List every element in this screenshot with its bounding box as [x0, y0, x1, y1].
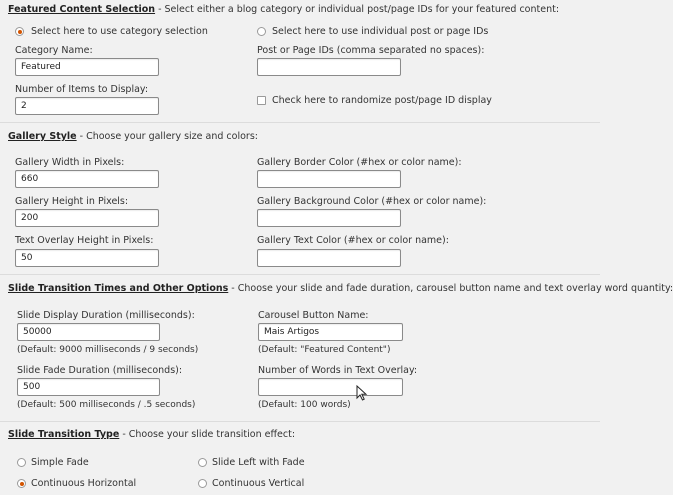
gallery-width-input[interactable]: 660 [15, 170, 159, 188]
category-name-label: Category Name: [15, 45, 93, 56]
carousel-button-name-input[interactable]: Mais Artigos [258, 323, 403, 341]
radio-slide-left-fade[interactable] [198, 458, 207, 467]
gallery-border-color-label: Gallery Border Color (#hex or color name): [257, 157, 462, 168]
gallery-section-heading [8, 131, 258, 142]
gallery-height-label: Gallery Height in Pixels: [15, 196, 129, 207]
gallery-section-title: Gallery Style [8, 131, 77, 142]
slide-display-duration-input[interactable]: 50000 [17, 323, 160, 341]
carousel-button-name-hint: (Default: "Featured Content") [258, 345, 391, 355]
featured-section-desc: - Select either a blog category or individual post/page IDs for your featured content: [155, 4, 560, 15]
divider [0, 274, 600, 275]
gallery-height-input[interactable]: 200 [15, 209, 159, 227]
radio-simple-fade[interactable] [17, 458, 26, 467]
gallery-width-label: Gallery Width in Pixels: [15, 157, 125, 168]
items-to-display-input[interactable]: 2 [15, 97, 159, 115]
post-ids-label: Post or Page IDs (comma separated no spaces): [257, 45, 485, 56]
category-name-input[interactable]: Featured [15, 58, 159, 76]
radio-use-post-ids[interactable] [257, 27, 266, 36]
radio-simple-fade-label: Simple Fade [31, 457, 89, 468]
gallery-text-color-label: Gallery Text Color (#hex or color name): [257, 235, 449, 246]
transition-section-title: Slide Transition Times and Other Options [8, 283, 229, 294]
slide-fade-duration-input[interactable]: 500 [17, 378, 160, 396]
words-in-overlay-input[interactable] [258, 378, 403, 396]
transition-type-section-desc: - Choose your slide transition effect: [119, 429, 296, 440]
carousel-button-name-label: Carousel Button Name: [258, 310, 369, 321]
radio-continuous-horizontal-label: Continuous Horizontal [31, 478, 137, 489]
transition-type-section-title: Slide Transition Type [8, 429, 120, 440]
items-to-display-label: Number of Items to Display: [15, 84, 149, 95]
radio-use-category-label: Select here to use category selection [31, 26, 208, 37]
transition-section-desc: - Choose your slide and fade duration, carousel button name and text overlay word quantity: [228, 283, 673, 294]
radio-slide-left-fade-label: Slide Left with Fade [212, 457, 305, 468]
featured-section-title: Featured Content Selection [8, 4, 156, 15]
gallery-text-color-input[interactable] [257, 249, 401, 267]
slide-fade-duration-hint: (Default: 500 milliseconds / .5 seconds) [17, 400, 196, 410]
transition-section-heading [8, 283, 673, 294]
randomize-checkbox[interactable] [257, 96, 266, 105]
words-in-overlay-label: Number of Words in Text Overlay: [258, 365, 418, 376]
gallery-border-color-input[interactable] [257, 170, 401, 188]
post-ids-input[interactable] [257, 58, 401, 76]
transition-type-section-heading [8, 429, 295, 440]
radio-use-category[interactable] [15, 27, 24, 36]
radio-continuous-vertical-label: Continuous Vertical [212, 478, 305, 489]
divider [0, 421, 600, 422]
divider [0, 122, 600, 123]
slide-display-duration-label: Slide Display Duration (milliseconds): [17, 310, 195, 321]
radio-continuous-vertical[interactable] [198, 479, 207, 488]
overlay-height-label: Text Overlay Height in Pixels: [15, 235, 154, 246]
featured-section-heading [8, 4, 559, 15]
mouse-cursor-icon [356, 385, 367, 401]
radio-use-post-ids-label: Select here to use individual post or page IDs [272, 26, 489, 37]
gallery-background-color-input[interactable] [257, 209, 401, 227]
overlay-height-input[interactable]: 50 [15, 249, 159, 267]
words-in-overlay-hint: (Default: 100 words) [258, 400, 351, 410]
randomize-checkbox-label: Check here to randomize post/page ID display [272, 95, 492, 106]
gallery-background-color-label: Gallery Background Color (#hex or color name): [257, 196, 487, 207]
slide-display-duration-hint: (Default: 9000 milliseconds / 9 seconds) [17, 345, 199, 355]
slide-fade-duration-label: Slide Fade Duration (milliseconds): [17, 365, 183, 376]
radio-continuous-horizontal[interactable] [17, 479, 26, 488]
gallery-section-desc: - Choose your gallery size and colors: [76, 131, 258, 142]
